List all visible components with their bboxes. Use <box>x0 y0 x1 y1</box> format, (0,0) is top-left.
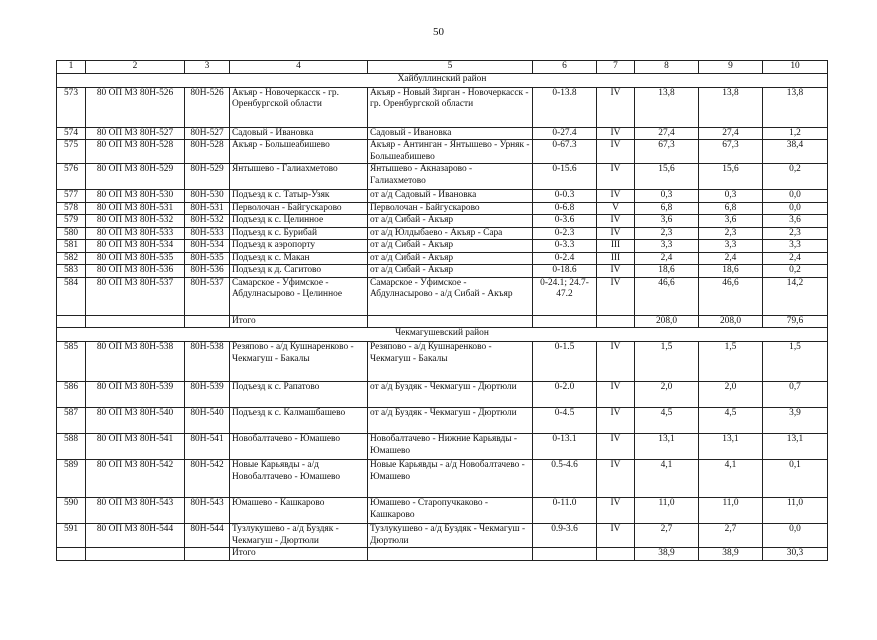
road-name: Акъяр - Большеабишево <box>230 140 368 164</box>
table-row <box>57 164 828 190</box>
length-col10: 1,2 <box>763 127 828 140</box>
road-id: 80 ОП МЗ 80Н-535 <box>86 252 185 265</box>
road-id: 80 ОП МЗ 80Н-539 <box>86 382 185 408</box>
road-code: 80Н-528 <box>185 140 230 164</box>
road-route: от а/д Юлдыбаево - Акъяр - Сара <box>368 227 533 240</box>
length-total: 3,3 <box>635 240 699 253</box>
header-cell-10: 10 <box>763 61 828 74</box>
length-col9: 13,1 <box>699 434 763 460</box>
length-total: 4,5 <box>635 408 699 434</box>
row-number: 591 <box>57 524 86 548</box>
road-code: 80Н-537 <box>185 277 230 315</box>
row-number: 588 <box>57 434 86 460</box>
table-row <box>57 240 828 253</box>
row-number: 583 <box>57 265 86 278</box>
road-code: 80Н-544 <box>185 524 230 548</box>
road-route: от а/д Буздяк - Чекмагуш - Дюртюли <box>368 382 533 408</box>
category: IV <box>597 277 635 315</box>
length-col9: 18,6 <box>699 265 763 278</box>
road-route: Акъяр - Антинган - Янтышево - Урняк - Большеабишево <box>368 140 533 164</box>
road-name: Юмашево - Кашкарово <box>230 498 368 524</box>
page-number: 50 <box>433 26 444 38</box>
length-col10: 2,4 <box>763 252 828 265</box>
road-id: 80 ОП МЗ 80Н-531 <box>86 202 185 215</box>
road-route: от а/д Садовый - Ивановка <box>368 190 533 203</box>
length-total: 13,8 <box>635 87 699 127</box>
road-code: 80Н-538 <box>185 342 230 382</box>
road-name: Резяпово - а/д Кушнаренково - Чекмагуш - Бакалы <box>230 342 368 382</box>
header-cell-2: 2 <box>86 61 185 74</box>
blank-cell <box>533 315 597 328</box>
row-number: 582 <box>57 252 86 265</box>
road-id: 80 ОП МЗ 80Н-532 <box>86 215 185 228</box>
km-range: 0-3.6 <box>533 215 597 228</box>
road-id: 80 ОП МЗ 80Н-528 <box>86 140 185 164</box>
road-route: Самарское - Уфимское - Абдулнасырово - а/д Сибай - Акъяр <box>368 277 533 315</box>
length-col10: 3,3 <box>763 240 828 253</box>
total-row <box>57 315 828 328</box>
road-name: Акъяр - Новочеркасск - гр. Оренбургской области <box>230 87 368 127</box>
length-col9: 4,5 <box>699 408 763 434</box>
road-route: Новые Карьявды - а/д Новобалтачево - Юмашево <box>368 460 533 498</box>
table-row <box>57 140 828 164</box>
length-col9: 2,0 <box>699 382 763 408</box>
km-range: 0-2.4 <box>533 252 597 265</box>
road-code: 80Н-534 <box>185 240 230 253</box>
table-row <box>57 382 828 408</box>
row-number: 576 <box>57 164 86 190</box>
table-row <box>57 498 828 524</box>
row-number: 574 <box>57 127 86 140</box>
category: IV <box>597 87 635 127</box>
total-col10: 30,3 <box>763 548 828 561</box>
road-code: 80Н-542 <box>185 460 230 498</box>
category: IV <box>597 140 635 164</box>
table-row <box>57 524 828 548</box>
road-code: 80Н-529 <box>185 164 230 190</box>
category: IV <box>597 408 635 434</box>
category: IV <box>597 265 635 278</box>
road-route: от а/д Сибай - Акъяр <box>368 240 533 253</box>
blank-cell <box>86 315 185 328</box>
category: V <box>597 202 635 215</box>
km-range: 0-1.5 <box>533 342 597 382</box>
header-cell-5: 5 <box>368 61 533 74</box>
road-code: 80Н-530 <box>185 190 230 203</box>
road-id: 80 ОП МЗ 80Н-544 <box>86 524 185 548</box>
road-name: Подъезд к с. Калмашбашево <box>230 408 368 434</box>
total-row <box>57 548 828 561</box>
road-id: 80 ОП МЗ 80Н-537 <box>86 277 185 315</box>
road-name: Новобалтачево - Юмашево <box>230 434 368 460</box>
road-id: 80 ОП МЗ 80Н-527 <box>86 127 185 140</box>
category: IV <box>597 127 635 140</box>
table-row <box>57 277 828 315</box>
road-route: Перволочан - Байгускарово <box>368 202 533 215</box>
road-code: 80Н-541 <box>185 434 230 460</box>
table-row <box>57 408 828 434</box>
header-cell-6: 6 <box>533 61 597 74</box>
road-name: Подъезд к с. Бурибай <box>230 227 368 240</box>
total-col8: 38,9 <box>635 548 699 561</box>
road-route: Резяпово - а/д Кушнаренково - Чекмагуш - Бакалы <box>368 342 533 382</box>
length-col10: 0,0 <box>763 202 828 215</box>
km-range: 0-2.3 <box>533 227 597 240</box>
road-name: Подъезд к с. Целинное <box>230 215 368 228</box>
category: IV <box>597 227 635 240</box>
length-col9: 46,6 <box>699 277 763 315</box>
category: IV <box>597 190 635 203</box>
length-col10: 0,1 <box>763 460 828 498</box>
category: IV <box>597 215 635 228</box>
road-route: Юмашево - Старопучкаково - Кашкарово <box>368 498 533 524</box>
length-total: 67,3 <box>635 140 699 164</box>
road-route: Янтышево - Акназарово - Галиахметово <box>368 164 533 190</box>
road-id: 80 ОП МЗ 80Н-540 <box>86 408 185 434</box>
length-col10: 0,7 <box>763 382 828 408</box>
road-route: Садовый - Ивановка <box>368 127 533 140</box>
row-number: 577 <box>57 190 86 203</box>
length-col10: 14,2 <box>763 277 828 315</box>
km-range: 0-6.8 <box>533 202 597 215</box>
road-id: 80 ОП МЗ 80Н-538 <box>86 342 185 382</box>
blank-cell <box>368 315 533 328</box>
category: III <box>597 252 635 265</box>
road-route: Тузлукушево - а/д Буздяк - Чекмагуш - Дюртюли <box>368 524 533 548</box>
km-range: 0-4.5 <box>533 408 597 434</box>
length-col9: 4,1 <box>699 460 763 498</box>
blank-cell <box>185 548 230 561</box>
road-code: 80Н-532 <box>185 215 230 228</box>
length-total: 0,3 <box>635 190 699 203</box>
length-col10: 1,5 <box>763 342 828 382</box>
length-col10: 13,1 <box>763 434 828 460</box>
length-col9: 15,6 <box>699 164 763 190</box>
total-col9: 38,9 <box>699 548 763 561</box>
header-cell-7: 7 <box>597 61 635 74</box>
blank-cell <box>597 548 635 561</box>
length-total: 2,7 <box>635 524 699 548</box>
length-total: 6,8 <box>635 202 699 215</box>
header-cell-4: 4 <box>230 61 368 74</box>
table-row <box>57 87 828 127</box>
length-col10: 0,0 <box>763 524 828 548</box>
total-col9: 208,0 <box>699 315 763 328</box>
length-col9: 67,3 <box>699 140 763 164</box>
table-row <box>57 227 828 240</box>
km-range: 0-0.3 <box>533 190 597 203</box>
length-col9: 6,8 <box>699 202 763 215</box>
length-col9: 3,3 <box>699 240 763 253</box>
road-code: 80Н-543 <box>185 498 230 524</box>
length-col9: 13,8 <box>699 87 763 127</box>
road-code: 80Н-533 <box>185 227 230 240</box>
road-name: Новые Карьявды - а/д Новобалтачево - Юмашево <box>230 460 368 498</box>
road-name: Самарское - Уфимское - Абдулнасырово - Целинное <box>230 277 368 315</box>
km-range: 0-13.1 <box>533 434 597 460</box>
table-row <box>57 342 828 382</box>
road-name: Подъезд к с. Рапатово <box>230 382 368 408</box>
road-id: 80 ОП МЗ 80Н-536 <box>86 265 185 278</box>
blank-cell <box>57 548 86 561</box>
length-total: 3,6 <box>635 215 699 228</box>
total-col10: 79,6 <box>763 315 828 328</box>
road-route: Акъяр - Новый Зирган - Новочеркасск - гр. Оренбургской области <box>368 87 533 127</box>
km-range: 0-13.8 <box>533 87 597 127</box>
road-code: 80Н-540 <box>185 408 230 434</box>
road-id: 80 ОП МЗ 80Н-526 <box>86 87 185 127</box>
road-route: от а/д Сибай - Акъяр <box>368 215 533 228</box>
road-name: Садовый - Ивановка <box>230 127 368 140</box>
roads-table <box>56 60 828 561</box>
road-id: 80 ОП МЗ 80Н-529 <box>86 164 185 190</box>
category: IV <box>597 460 635 498</box>
length-col10: 0,2 <box>763 265 828 278</box>
km-range: 0-2.0 <box>533 382 597 408</box>
total-col8: 208,0 <box>635 315 699 328</box>
total-label: Итого <box>230 315 368 328</box>
section-title: Чекмагушевский район <box>57 328 828 342</box>
table-row <box>57 434 828 460</box>
road-name: Подъезд к д. Сагитово <box>230 265 368 278</box>
km-range: 0-67.3 <box>533 140 597 164</box>
road-name: Подъезд к с. Макан <box>230 252 368 265</box>
row-number: 575 <box>57 140 86 164</box>
table-row <box>57 127 828 140</box>
road-route: от а/д Буздяк - Чекмагуш - Дюртюли <box>368 408 533 434</box>
section-title: Хайбуллинский район <box>57 73 828 87</box>
road-name: Подъезд к аэропорту <box>230 240 368 253</box>
section-row <box>57 328 828 342</box>
row-number: 573 <box>57 87 86 127</box>
length-total: 4,1 <box>635 460 699 498</box>
road-code: 80Н-526 <box>185 87 230 127</box>
road-id: 80 ОП МЗ 80Н-543 <box>86 498 185 524</box>
blank-cell <box>533 548 597 561</box>
blank-cell <box>86 548 185 561</box>
row-number: 589 <box>57 460 86 498</box>
road-name: Перволочан - Байгускарово <box>230 202 368 215</box>
header-cell-9: 9 <box>699 61 763 74</box>
length-col10: 2,3 <box>763 227 828 240</box>
header-cell-8: 8 <box>635 61 699 74</box>
table-row <box>57 460 828 498</box>
category: IV <box>597 434 635 460</box>
road-id: 80 ОП МЗ 80Н-534 <box>86 240 185 253</box>
km-range: 0.9-3.6 <box>533 524 597 548</box>
length-total: 18,6 <box>635 265 699 278</box>
row-number: 578 <box>57 202 86 215</box>
road-id: 80 ОП МЗ 80Н-541 <box>86 434 185 460</box>
row-number: 590 <box>57 498 86 524</box>
road-code: 80Н-531 <box>185 202 230 215</box>
road-code: 80Н-527 <box>185 127 230 140</box>
blank-cell <box>185 315 230 328</box>
road-code: 80Н-539 <box>185 382 230 408</box>
total-label: Итого <box>230 548 368 561</box>
road-id: 80 ОП МЗ 80Н-530 <box>86 190 185 203</box>
table-row <box>57 202 828 215</box>
length-col9: 2,3 <box>699 227 763 240</box>
category: IV <box>597 342 635 382</box>
row-number: 584 <box>57 277 86 315</box>
category: IV <box>597 382 635 408</box>
length-col9: 1,5 <box>699 342 763 382</box>
table-row <box>57 252 828 265</box>
road-route: Новобалтачево - Нижние Карьявды - Юмашево <box>368 434 533 460</box>
length-total: 27,4 <box>635 127 699 140</box>
length-col10: 3,9 <box>763 408 828 434</box>
category: IV <box>597 524 635 548</box>
length-col10: 0,2 <box>763 164 828 190</box>
category: III <box>597 240 635 253</box>
table-row <box>57 265 828 278</box>
length-col9: 0,3 <box>699 190 763 203</box>
length-col10: 11,0 <box>763 498 828 524</box>
road-id: 80 ОП МЗ 80Н-542 <box>86 460 185 498</box>
header-cell-1: 1 <box>57 61 86 74</box>
length-col9: 2,4 <box>699 252 763 265</box>
length-col9: 3,6 <box>699 215 763 228</box>
km-range: 0-27.4 <box>533 127 597 140</box>
road-route: от а/д Сибай - Акъяр <box>368 265 533 278</box>
km-range: 0-24.1; 24.7-47.2 <box>533 277 597 315</box>
row-number: 587 <box>57 408 86 434</box>
length-col9: 27,4 <box>699 127 763 140</box>
length-total: 11,0 <box>635 498 699 524</box>
road-code: 80Н-535 <box>185 252 230 265</box>
length-col9: 11,0 <box>699 498 763 524</box>
length-col10: 13,8 <box>763 87 828 127</box>
road-name: Тузлукушево - а/д Буздяк - Чекмагуш - Дюртюли <box>230 524 368 548</box>
length-total: 2,3 <box>635 227 699 240</box>
length-total: 2,0 <box>635 382 699 408</box>
row-number: 581 <box>57 240 86 253</box>
road-name: Подъезд к с. Татыр-Узяк <box>230 190 368 203</box>
length-col10: 3,6 <box>763 215 828 228</box>
length-total: 15,6 <box>635 164 699 190</box>
road-id: 80 ОП МЗ 80Н-533 <box>86 227 185 240</box>
table-row <box>57 215 828 228</box>
blank-cell <box>368 548 533 561</box>
length-total: 46,6 <box>635 277 699 315</box>
km-range: 0-15.6 <box>533 164 597 190</box>
km-range: 0.5-4.6 <box>533 460 597 498</box>
road-name: Янтышево - Галиахметово <box>230 164 368 190</box>
category: IV <box>597 164 635 190</box>
km-range: 0-3.3 <box>533 240 597 253</box>
row-number: 579 <box>57 215 86 228</box>
km-range: 0-11.0 <box>533 498 597 524</box>
length-total: 13,1 <box>635 434 699 460</box>
header-row <box>57 61 828 74</box>
length-total: 2,4 <box>635 252 699 265</box>
blank-cell <box>57 315 86 328</box>
row-number: 585 <box>57 342 86 382</box>
header-cell-3: 3 <box>185 61 230 74</box>
road-route: от а/д Сибай - Акъяр <box>368 252 533 265</box>
blank-cell <box>597 315 635 328</box>
table-row <box>57 190 828 203</box>
km-range: 0-18.6 <box>533 265 597 278</box>
length-col10: 0,0 <box>763 190 828 203</box>
row-number: 586 <box>57 382 86 408</box>
section-row <box>57 73 828 87</box>
category: IV <box>597 498 635 524</box>
length-col10: 38,4 <box>763 140 828 164</box>
length-total: 1,5 <box>635 342 699 382</box>
length-col9: 2,7 <box>699 524 763 548</box>
road-code: 80Н-536 <box>185 265 230 278</box>
row-number: 580 <box>57 227 86 240</box>
